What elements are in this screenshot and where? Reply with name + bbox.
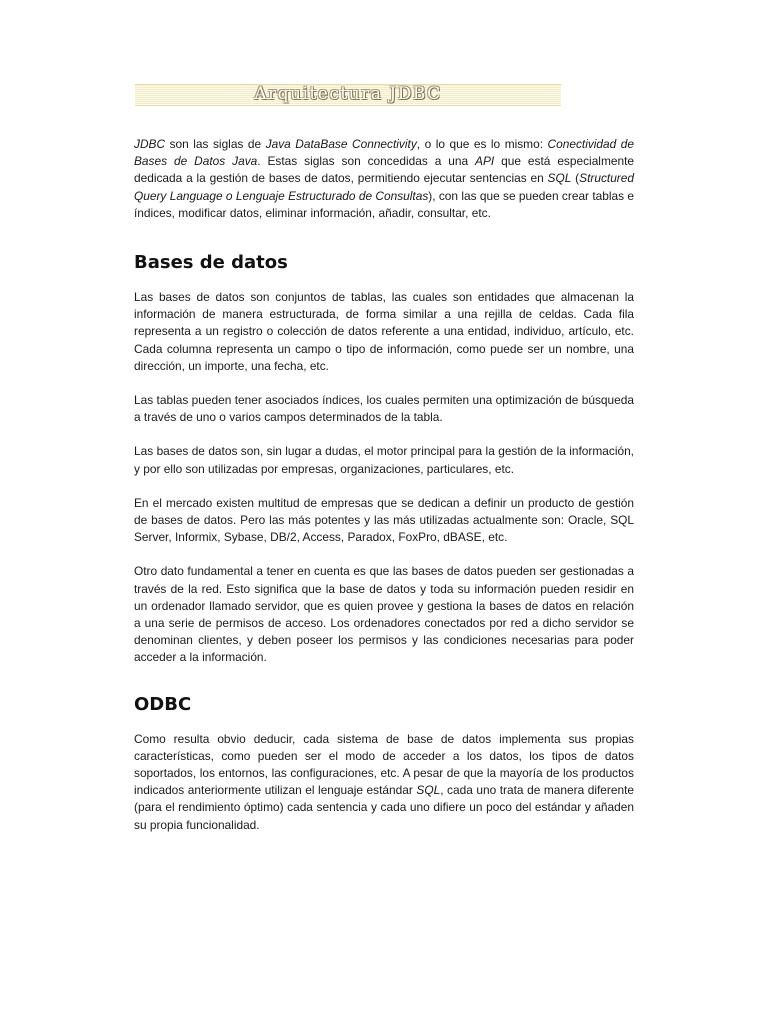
intro-text-3: . Estas siglas son concedidas a una (257, 154, 476, 169)
intro-api: API (475, 154, 495, 169)
intro-text-4: que está especialmente dedicada a la gestión de bases de datos, permitiendo ejecutar sentencias en (134, 154, 634, 186)
intro-paragraph (134, 136, 634, 222)
odbc-text-2: , cada uno trata de manera diferente (para el rendimiento óptimo) cada sentencia y cada uno difiere un poco del estándar y añaden su propia funcionalidad. (134, 783, 634, 832)
heading-odbc: ODBC (134, 693, 192, 715)
banner-title: Arquitectura JDBC (254, 84, 442, 104)
odbc-sql: SQL (416, 783, 441, 798)
intro-java-database-connectivity: Java DataBase Connectivity (265, 137, 417, 151)
odbc-text-1: Como resulta obvio deducir, cada sistema de base de datos implementa sus propias características, como pueden ser el modo de acceder a los datos, los tipos de datos soportados, los entornos, las configuraciones, etc. A pesar de que la mayoría de los productos indicados anteriormente utilizan el lenguaje estándar (134, 731, 634, 798)
title-banner (135, 84, 561, 106)
bases-paragraph-1: Las bases de datos son conjuntos de tablas, las cuales son entidades que almacenan la información de manera estructurada, de forma similar a una rejilla de celdas. Cada fila representa a un registro o colección de datos referente a una entidad, individuo, artículo, etc. Cada columna representa un campo o tipo de información, como puede ser un nombre, una dirección, un importe, una fecha, etc. (134, 290, 634, 373)
bases-paragraph-4: En el mercado existen multitud de empresas que se dedican a definir un producto de gestión de bases de datos. Pero las más potentes y las más utilizadas actualmente son: Oracle, SQL Server, Informix, Sybase, DB/2, Access, Paradox, FoxPro, dBASE, etc. (134, 495, 634, 545)
intro-structured-query-language: Structured Query Language o Lenguaje Estructurado de Consultas (134, 171, 634, 203)
intro-sql: SQL (547, 171, 572, 186)
intro-conectividad: Conectividad de Bases de Datos Java (134, 137, 635, 169)
intro-text-5: ( (571, 171, 580, 186)
bases-paragraph-2: Las tablas pueden tener asociados índices, los cuales permiten una optimización de búsqueda a través de uno o varios campos determinados de la tabla. (134, 393, 634, 425)
document-body (134, 136, 634, 851)
intro-text-1: son las siglas de (165, 137, 266, 151)
intro-text-2: , o lo que es lo mismo: (416, 137, 548, 151)
odbc-paragraph-1 (134, 731, 634, 834)
bases-paragraph-5: Otro dato fundamental a tener en cuenta es que las bases de datos pueden ser gestionadas a través de la red. Esto significa que la base de datos y toda su información pueden residir en un ordenador llamado servidor, que es quien provee y gestiona la bases de datos en relación a una serie de permisos de acceso. Los ordenadores conectados por red a dicho servidor se denominan clientes, y deben poseer los permisos y las condiciones necesarias para poder acceder a la información. (134, 564, 634, 665)
bases-paragraph-3: Las bases de datos son, sin lugar a dudas, el motor principal para la gestión de la información, y por ello son utilizadas por empresas, organizaciones, particulares, etc. (134, 444, 634, 476)
heading-bases-de-datos: Bases de datos (134, 252, 288, 274)
intro-text-6: ), con las que se pueden crear tablas e índices, modificar datos, eliminar información, añadir, consultar, etc. (134, 188, 634, 220)
intro-jdbc: JDBC (134, 137, 166, 151)
